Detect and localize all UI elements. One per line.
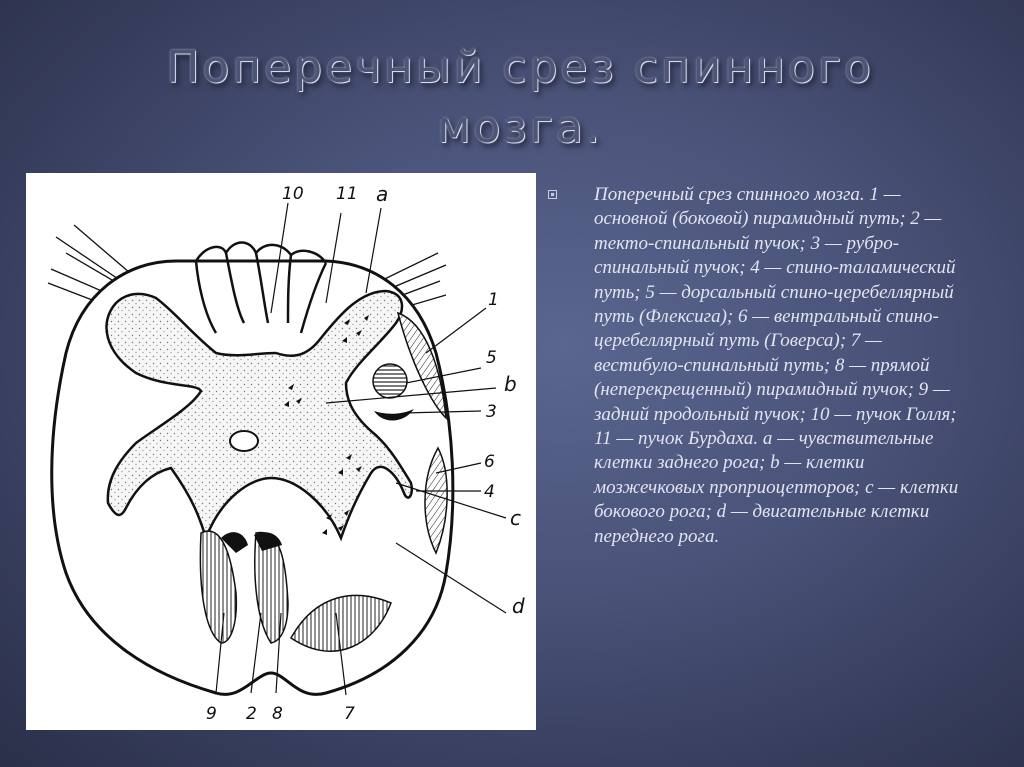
label-6: 6 [484,452,495,472]
caption-text: Поперечный срез спинного мозга. 1 — основной (боковой) пирамидный путь; 2 — текто-спинальный пучок; 3 — рубро-спинальный пучок; 4 — спино-таламический путь; 5 — дорсальный спино-церебеллярный путь (Флексига); 6 — вентральный спино-церебеллярный путь (Говерса); 7 — вестибуло-спинальный путь; 8 — прямой (неперекрещенный) пирамидный пучок; 9 — задний продольный пучок; 10 — пучок Голля; 11 — пучок Бурдаха. а — чувствительные клетки заднего рога; b — клетки мозжечковых проприоцепторов; с — клетки бокового рога; d — двигательные клетки переднего рога. [594,184,959,547]
label-11: 11 [336,184,358,204]
label-2: 2 [246,704,257,724]
caption-bullet [548,183,988,549]
central-canal [230,431,258,451]
spinal-cord-diagram [26,173,536,730]
tract-3-rubrospinal-top [373,364,407,398]
label-c: c [510,506,521,530]
label-4: 4 [484,482,495,502]
slide-title: Поперечный срез спинного мозга. [166,42,874,153]
bullet-square-icon [548,190,557,199]
label-5: 5 [486,348,497,368]
label-8: 8 [272,704,283,724]
label-d: d [512,594,525,618]
label-10: 10 [282,184,304,204]
label-9: 9 [206,704,217,724]
label-1: 1 [488,290,499,310]
label-7: 7 [344,704,355,724]
label-a: a [376,182,389,206]
label-3: 3 [486,402,497,422]
label-b: b [504,372,517,396]
